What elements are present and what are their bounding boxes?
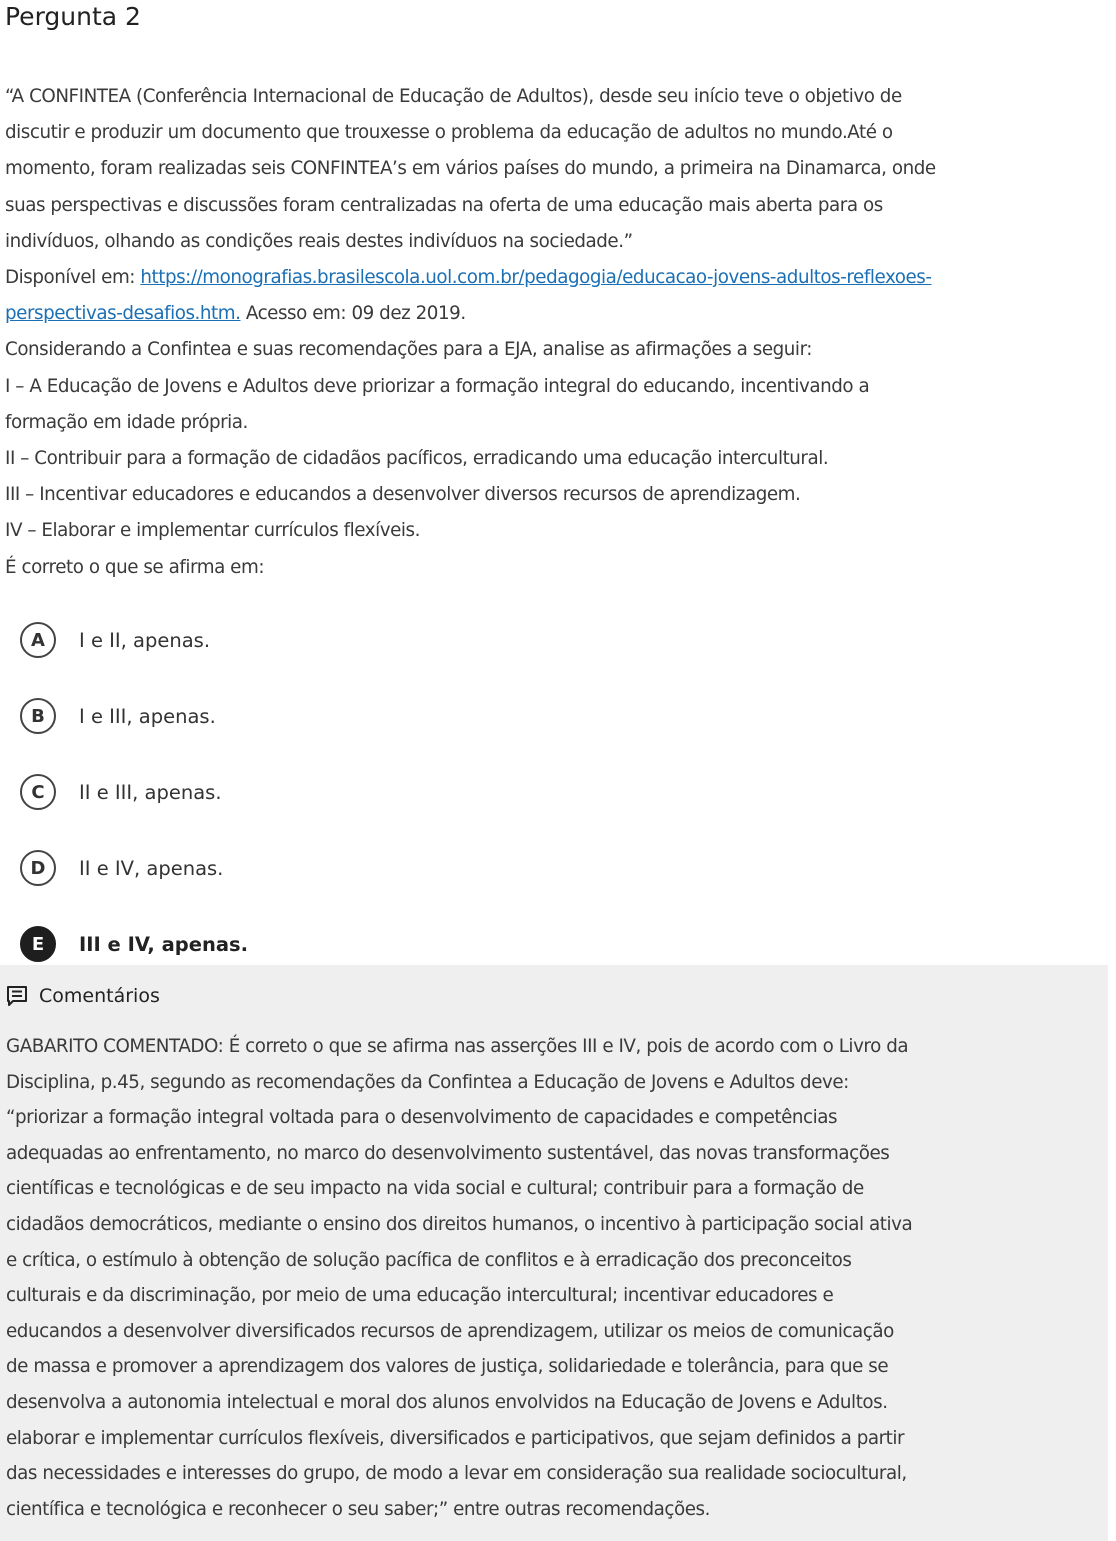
comment-line: GABARITO COMENTADO: É correto o que se afirma nas asserções III e IV, pois de acordo com o Livro da — [6, 1036, 909, 1057]
option-b[interactable] — [20, 696, 216, 736]
option-e[interactable] — [20, 924, 248, 964]
comments-text — [6, 1029, 1106, 1527]
statement-line: I – A Educação de Jovens e Adultos deve priorizar a formação integral do educando, incentivando a — [5, 375, 870, 397]
comment-line: elaborar e implementar currículos flexíveis, diversificados e participativos, que sejam definidos a partir — [6, 1427, 905, 1449]
source-prefix: Disponível em: — [5, 267, 141, 289]
option-d[interactable] — [20, 848, 223, 888]
statement-line: II – Contribuir para a formação de cidadãos pacíficos, erradicando uma educação intercultural. — [5, 448, 829, 470]
statement-line: formação em idade própria. — [5, 411, 248, 433]
source-suffix: Acesso em: 09 dez 2019. — [240, 303, 466, 325]
quote-line: indivíduos, olhando as condições reais destes indivíduos na sociedade.” — [5, 230, 633, 252]
quote-line: momento, foram realizadas seis CONFINTEA’s em vários países do mundo, a primeira na Dinamarca, onde — [5, 158, 936, 180]
comment-line: científica e tecnológica e reconhecer o seu saber;” entre outras recomendações. — [6, 1498, 710, 1520]
source-link-continued[interactable]: perspectivas-desafios.htm. — [5, 303, 241, 325]
quote-line: discutir e produzir um documento que trouxesse o problema da educação de adultos no mundo.Até o — [5, 122, 893, 144]
option-label: I e III, apenas. — [79, 704, 216, 728]
source-link[interactable]: https://monografias.brasilescola.uol.com.br/pedagogia/educacao-jovens-adultos-reflexoes- — [140, 267, 932, 289]
option-letter-badge: B — [20, 698, 56, 734]
option-letter-badge: C — [20, 774, 56, 810]
comment-line: de massa e promover a aprendizagem dos valores de justiça, solidariedade e tolerância, para que se — [6, 1356, 889, 1378]
option-letter-badge: D — [20, 850, 56, 886]
source-line — [5, 260, 1105, 296]
option-label: II e III, apenas. — [79, 780, 222, 804]
comment-line: cidadãos democráticos, mediante o ensino dos direitos humanos, o incentivo à participação social ativa — [6, 1213, 913, 1235]
comment-line: e crítica, o estímulo à obtenção de solução pacífica de conflitos e à erradicação dos preconceitos — [6, 1249, 852, 1271]
option-letter-badge: A — [20, 622, 56, 658]
question-title: Pergunta 2 — [5, 2, 141, 31]
comment-line: educandos a desenvolver diversificados recursos de aprendizagem, utilizar os meios de comunicação — [6, 1320, 894, 1342]
quote-line: “A CONFINTEA (Conferência Internacional de Educação de Adultos), desde seu início teve o objetivo de — [5, 86, 902, 107]
comments-panel — [0, 965, 1108, 1541]
comment-line: Disciplina, p.45, segundo as recomendações da Confintea a Educação de Jovens e Adultos deve: — [6, 1071, 849, 1093]
option-a[interactable] — [20, 620, 210, 660]
option-letter-badge: E — [20, 926, 56, 962]
statement-line: É correto o que se afirma em: — [5, 556, 265, 578]
statement-line: IV – Elaborar e implementar currículos flexíveis. — [5, 520, 420, 542]
comment-line: das necessidades e interesses do grupo, de modo a levar em consideração sua realidade sociocultural, — [6, 1463, 907, 1485]
option-label: II e IV, apenas. — [79, 856, 224, 880]
statement-line: III – Incentivar educadores e educandos a desenvolver diversos recursos de aprendizagem. — [5, 484, 801, 506]
comments-title: Comentários — [39, 985, 160, 1007]
comment-line: desenvolva a autonomia intelectual e moral dos alunos envolvidos na Educação de Jovens e Adultos. — [6, 1391, 888, 1413]
comment-line: científicas e tecnológicas e de seu impacto na vida social e cultural; contribuir para a formação de — [6, 1178, 864, 1200]
comment-line: “priorizar a formação integral voltada para o desenvolvimento de capacidades e competências — [6, 1107, 838, 1129]
option-label: III e IV, apenas. — [79, 932, 248, 956]
comments-header — [6, 985, 160, 1007]
option-c[interactable] — [20, 772, 222, 812]
comment-line: culturais e da discriminação, por meio de uma educação intercultural; incentivar educadores e — [6, 1285, 834, 1307]
source-line — [5, 296, 1105, 332]
comment-line: adequadas ao enfrentamento, no marco do desenvolvimento sustentável, das novas transformações — [6, 1142, 890, 1164]
statement-line: Considerando a Confintea e suas recomendações para a EJA, analise as afirmações a seguir: — [5, 339, 813, 361]
quote-line: suas perspectivas e discussões foram centralizadas na oferta de uma educação mais aberta para os — [5, 194, 883, 216]
question-text — [5, 79, 1105, 586]
option-label: I e II, apenas. — [79, 628, 211, 652]
comment-icon — [6, 985, 28, 1007]
